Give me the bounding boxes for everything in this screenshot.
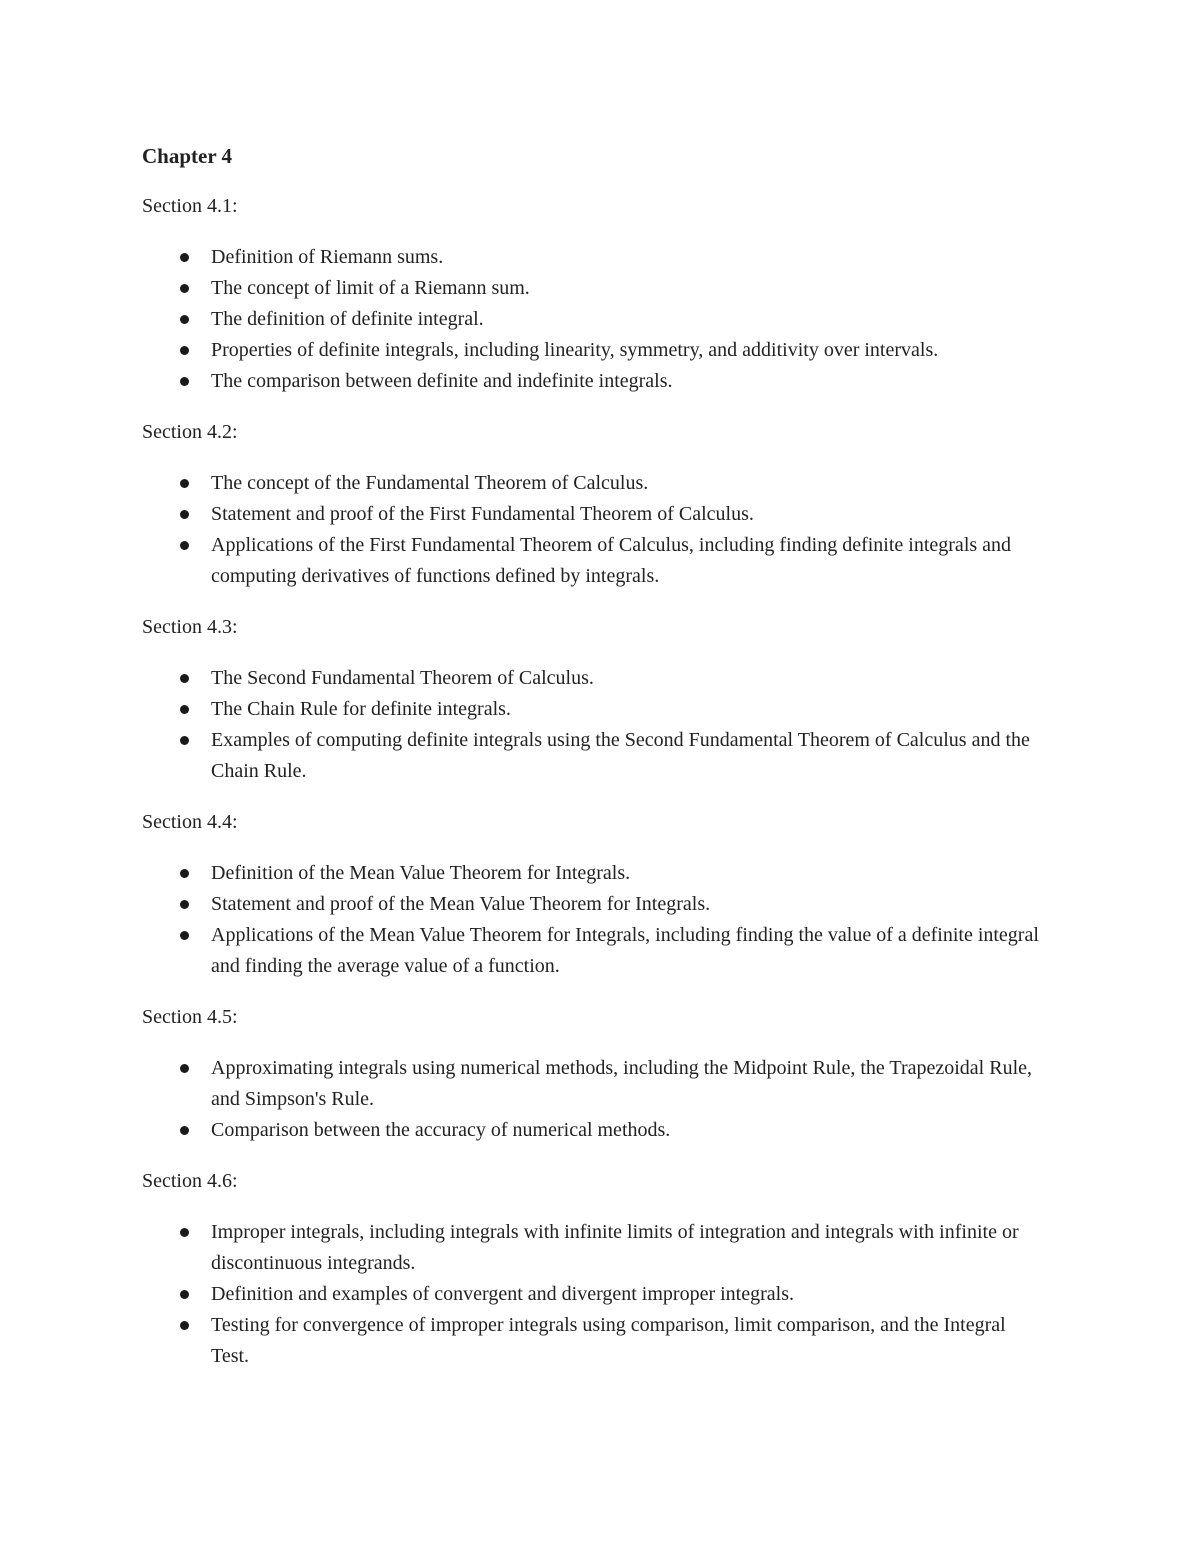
list-item-text: Applications of the First Fundamental Theorem of Calculus, including finding definite integrals and computing derivatives of functions defined by integrals. [211,534,1012,587]
list-item-text: Examples of computing definite integrals using the Second Fundamental Theorem of Calculus and the Chain Rule. [211,729,1030,782]
document-page [142,141,1042,1392]
section-heading: Section 4.3: [142,616,238,638]
list-item-text: Definition of the Mean Value Theorem for Integrals. [211,862,631,884]
list-item-text: Statement and proof of the Mean Value Theorem for Integrals. [211,893,711,915]
list-item [142,530,1042,592]
section-heading: Section 4.4: [142,811,238,833]
section-heading: Section 4.5: [142,1006,238,1028]
list-item-text: Approximating integrals using numerical methods, including the Midpoint Rule, the Trapezoidal Rule, and Simpson's Rule. [211,1057,1032,1110]
list-item-text: Properties of definite integrals, including linearity, symmetry, and additivity over intervals. [211,339,939,361]
list-item [142,335,1042,366]
bullet-icon [180,284,189,293]
bullet-icon [180,931,189,940]
list-item [142,663,1042,694]
list-item [142,1279,1042,1310]
list-item-text: The concept of limit of a Riemann sum. [211,277,530,299]
list-item-text: Comparison between the accuracy of numerical methods. [211,1119,671,1141]
bullet-icon [180,674,189,683]
bullet-icon [180,315,189,324]
bullet-icon [180,1126,189,1135]
section-heading: Section 4.6: [142,1170,238,1192]
list-item-text: The comparison between definite and indefinite integrals. [211,370,673,392]
bullet-icon [180,705,189,714]
section-4-4 [142,807,1042,982]
list-item [142,889,1042,920]
section-heading: Section 4.1: [142,195,238,217]
bullet-icon [180,869,189,878]
list-item-text: The Chain Rule for definite integrals. [211,698,511,720]
list-item [142,499,1042,530]
list-item [142,725,1042,787]
bullet-icon [180,1321,189,1330]
list-item-text: The Second Fundamental Theorem of Calculus. [211,667,594,689]
section-4-2 [142,417,1042,592]
list-item-text: Testing for convergence of improper integrals using comparison, limit comparison, and the Integral Test. [211,1314,1006,1367]
list-item-text: The concept of the Fundamental Theorem of Calculus. [211,472,649,494]
bullet-list [142,242,1042,397]
list-item [142,273,1042,304]
list-item-text: Statement and proof of the First Fundamental Theorem of Calculus. [211,503,754,525]
bullet-icon [180,510,189,519]
bullet-icon [180,253,189,262]
list-item [142,242,1042,273]
list-item-text: Definition of Riemann sums. [211,246,444,268]
bullet-list [142,1053,1042,1146]
chapter-title: Chapter 4 [142,144,233,168]
list-item [142,1115,1042,1146]
list-item-text: Applications of the Mean Value Theorem for Integrals, including finding the value of a definite integral and finding the average value of a function. [211,924,1039,977]
section-4-6 [142,1166,1042,1372]
bullet-icon [180,377,189,386]
list-item [142,1310,1042,1372]
list-item [142,858,1042,889]
list-item [142,468,1042,499]
section-4-3 [142,612,1042,787]
bullet-list [142,1217,1042,1372]
section-4-1 [142,191,1042,397]
bullet-icon [180,541,189,550]
section-4-5 [142,1002,1042,1146]
list-item [142,304,1042,335]
section-heading: Section 4.2: [142,421,238,443]
bullet-icon [180,1064,189,1073]
bullet-icon [180,1228,189,1237]
bullet-icon [180,479,189,488]
bullet-icon [180,1290,189,1299]
list-item [142,1217,1042,1279]
list-item-text: The definition of definite integral. [211,308,484,330]
bullet-list [142,858,1042,982]
list-item-text: Definition and examples of convergent and divergent improper integrals. [211,1283,794,1305]
bullet-list [142,468,1042,592]
bullet-icon [180,900,189,909]
list-item [142,366,1042,397]
list-item [142,694,1042,725]
list-item [142,920,1042,982]
bullet-icon [180,736,189,745]
bullet-list [142,663,1042,787]
list-item-text: Improper integrals, including integrals with infinite limits of integration and integrals with infinite or discontinuous integrands. [211,1221,1019,1274]
bullet-icon [180,346,189,355]
list-item [142,1053,1042,1115]
